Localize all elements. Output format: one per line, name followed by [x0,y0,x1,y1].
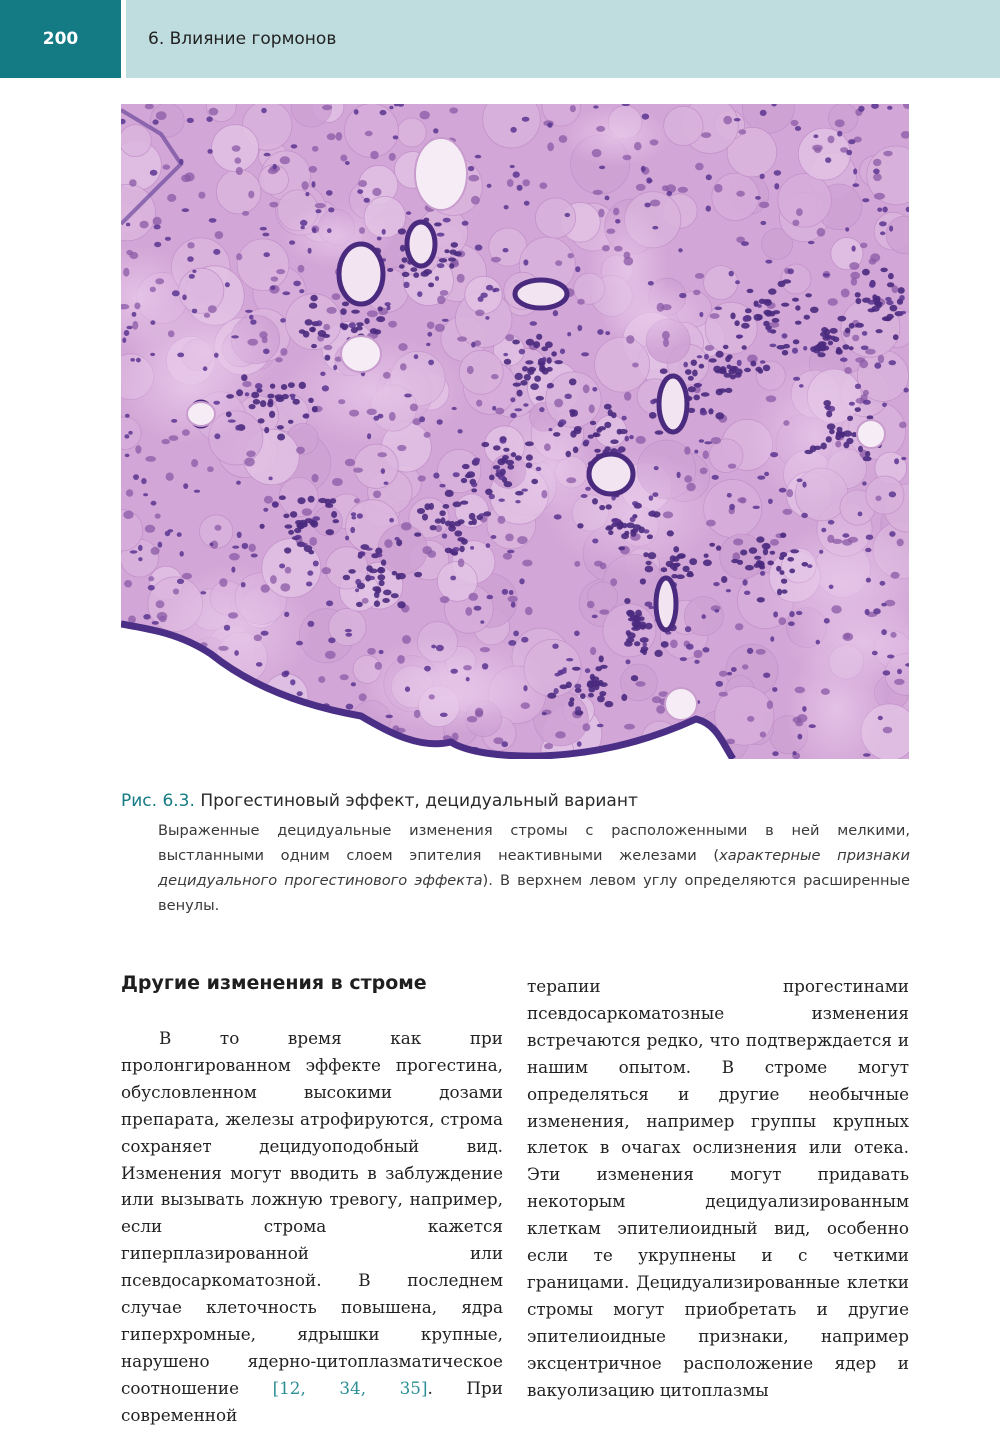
figure-description-italic: характерные признаки децидуального прогестинового эффекта [158,847,910,889]
body-text-left: В то время как при пролонгированном эффекте прогестина, обусловленном высокими дозами препарата, железы атрофируются, строма сохраняет децидуоподобный вид. Изменения могут вводить в заблуждение или вызывать ложную тревогу, например, если строма кажется гиперплазированной или псевдосаркоматозной. В последнем случае клеточность повышена, ядра гиперхромные, ядрышки крупные, нарушено ядерно-цитоплазматическое соотношение [121,1028,503,1398]
figure-description-tail: ). В верхнем левом углу определяются расширенные венулы. [158,872,910,914]
chapter-title: 6. Влияние гормонов [148,29,337,49]
figure-label: Рис. 6.3. [121,791,195,811]
figure-caption-title [121,791,911,811]
histology-figure [121,104,909,759]
body-column-right [527,973,909,1404]
body-column-left [121,1025,503,1429]
section-heading: Другие изменения в строме [121,972,427,994]
citation-link[interactable]: [12, 34, 35] [272,1377,428,1398]
body-text-left-tail: . При современной [121,1377,503,1425]
figure-title: Прогестиновый эффект, децидуальный вариант [200,791,638,811]
body-text-right: терапии прогестинами псевдосаркоматозные изменения встречаются редко, что подтверждается и нашим опытом. В строме могут определяться и другие необычные изменения, например группы крупных клеток в очагах ослизнения или отека. Эти изменения могут придавать некоторым децидуализированным клеткам эпителиоидный вид, особенно если те укрупнены и с четкими границами. Децидуализированные клетки стромы могут приобретать и другие эпителиоидные признаки, например эксцентричное расположение ядер и вакуолизацию цитоплазмы [527,976,909,1400]
figure-description-text: Выраженные децидуальные изменения стромы с расположенными в ней мелкими, выстланными одним слоем эпителия неактивными железами ( [158,822,910,864]
page-number: 200 [0,0,121,78]
running-header [126,0,1000,78]
histology-micrograph-image [121,104,909,759]
figure-description [158,818,910,918]
